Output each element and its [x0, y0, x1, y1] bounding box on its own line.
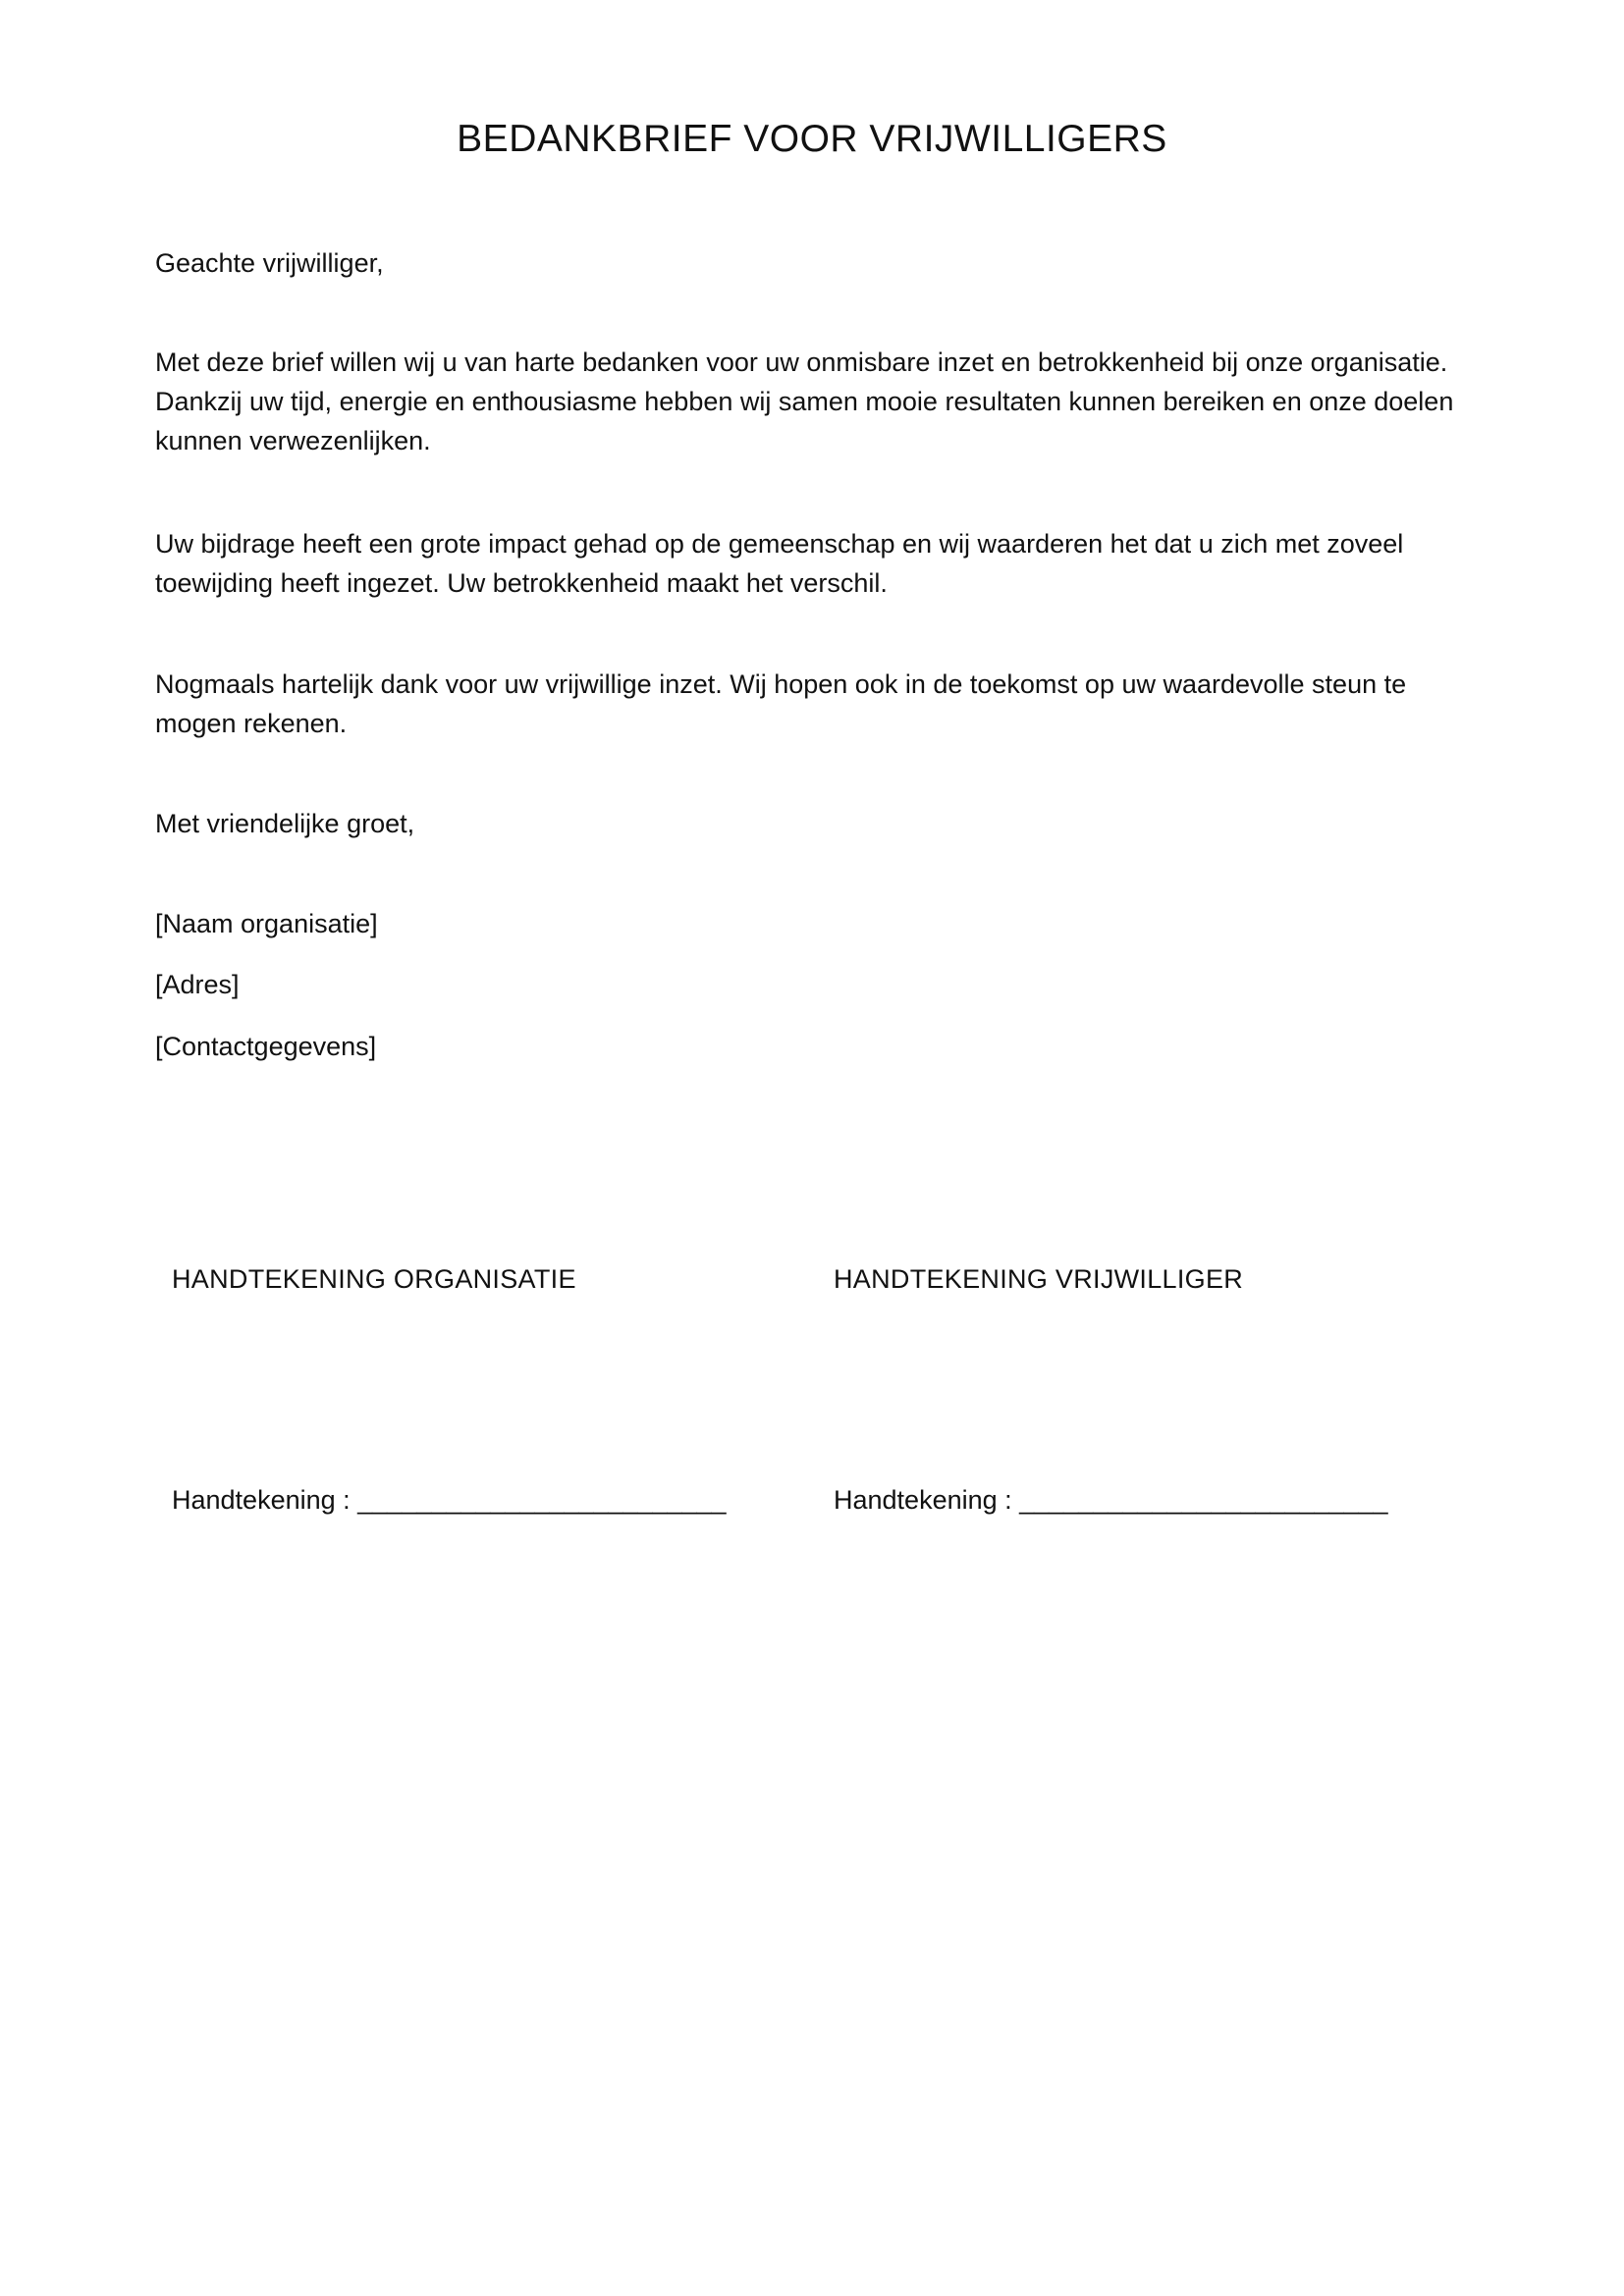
sender-organisation: [Naam organisatie]	[155, 909, 378, 938]
page-title: BEDANKBRIEF VOOR VRIJWILLIGERS	[457, 118, 1167, 160]
body-paragraph-3: Nogmaals hartelijk dank voor uw vrijwillige inzet. Wij hopen ook in de toekomst op uw waardevolle steun te mogen rekenen.	[155, 669, 1407, 738]
sender-address: [Adres]	[155, 970, 240, 999]
closing: Met vriendelijke groet,	[155, 809, 415, 838]
body-paragraph-2: Uw bijdrage heeft een grote impact gehad op de gemeenschap en wij waarderen het dat u zich met zoveel toewijding heeft ingezet. Uw betrokkenheid maakt het verschil.	[155, 529, 1404, 598]
sender-contact: [Contactgegevens]	[155, 1032, 377, 1061]
signature-heading-volunteer: HANDTEKENING VRIJWILLIGER	[834, 1264, 1244, 1294]
signature-line-organisation: Handtekening : _________________________	[172, 1485, 727, 1515]
signature-line-volunteer: Handtekening : _________________________	[834, 1485, 1388, 1515]
body-paragraph-1: Met deze brief willen wij u van harte bedanken voor uw onmisbare inzet en betrokkenheid bij onze organisatie. Dankzij uw tijd, energie en enthousiasme hebben wij samen mooie resultaten kunnen bereiken en onze doelen kunnen verwezenlijken.	[155, 347, 1454, 455]
salutation: Geachte vrijwilliger,	[155, 248, 384, 278]
signature-heading-organisation: HANDTEKENING ORGANISATIE	[172, 1264, 576, 1294]
